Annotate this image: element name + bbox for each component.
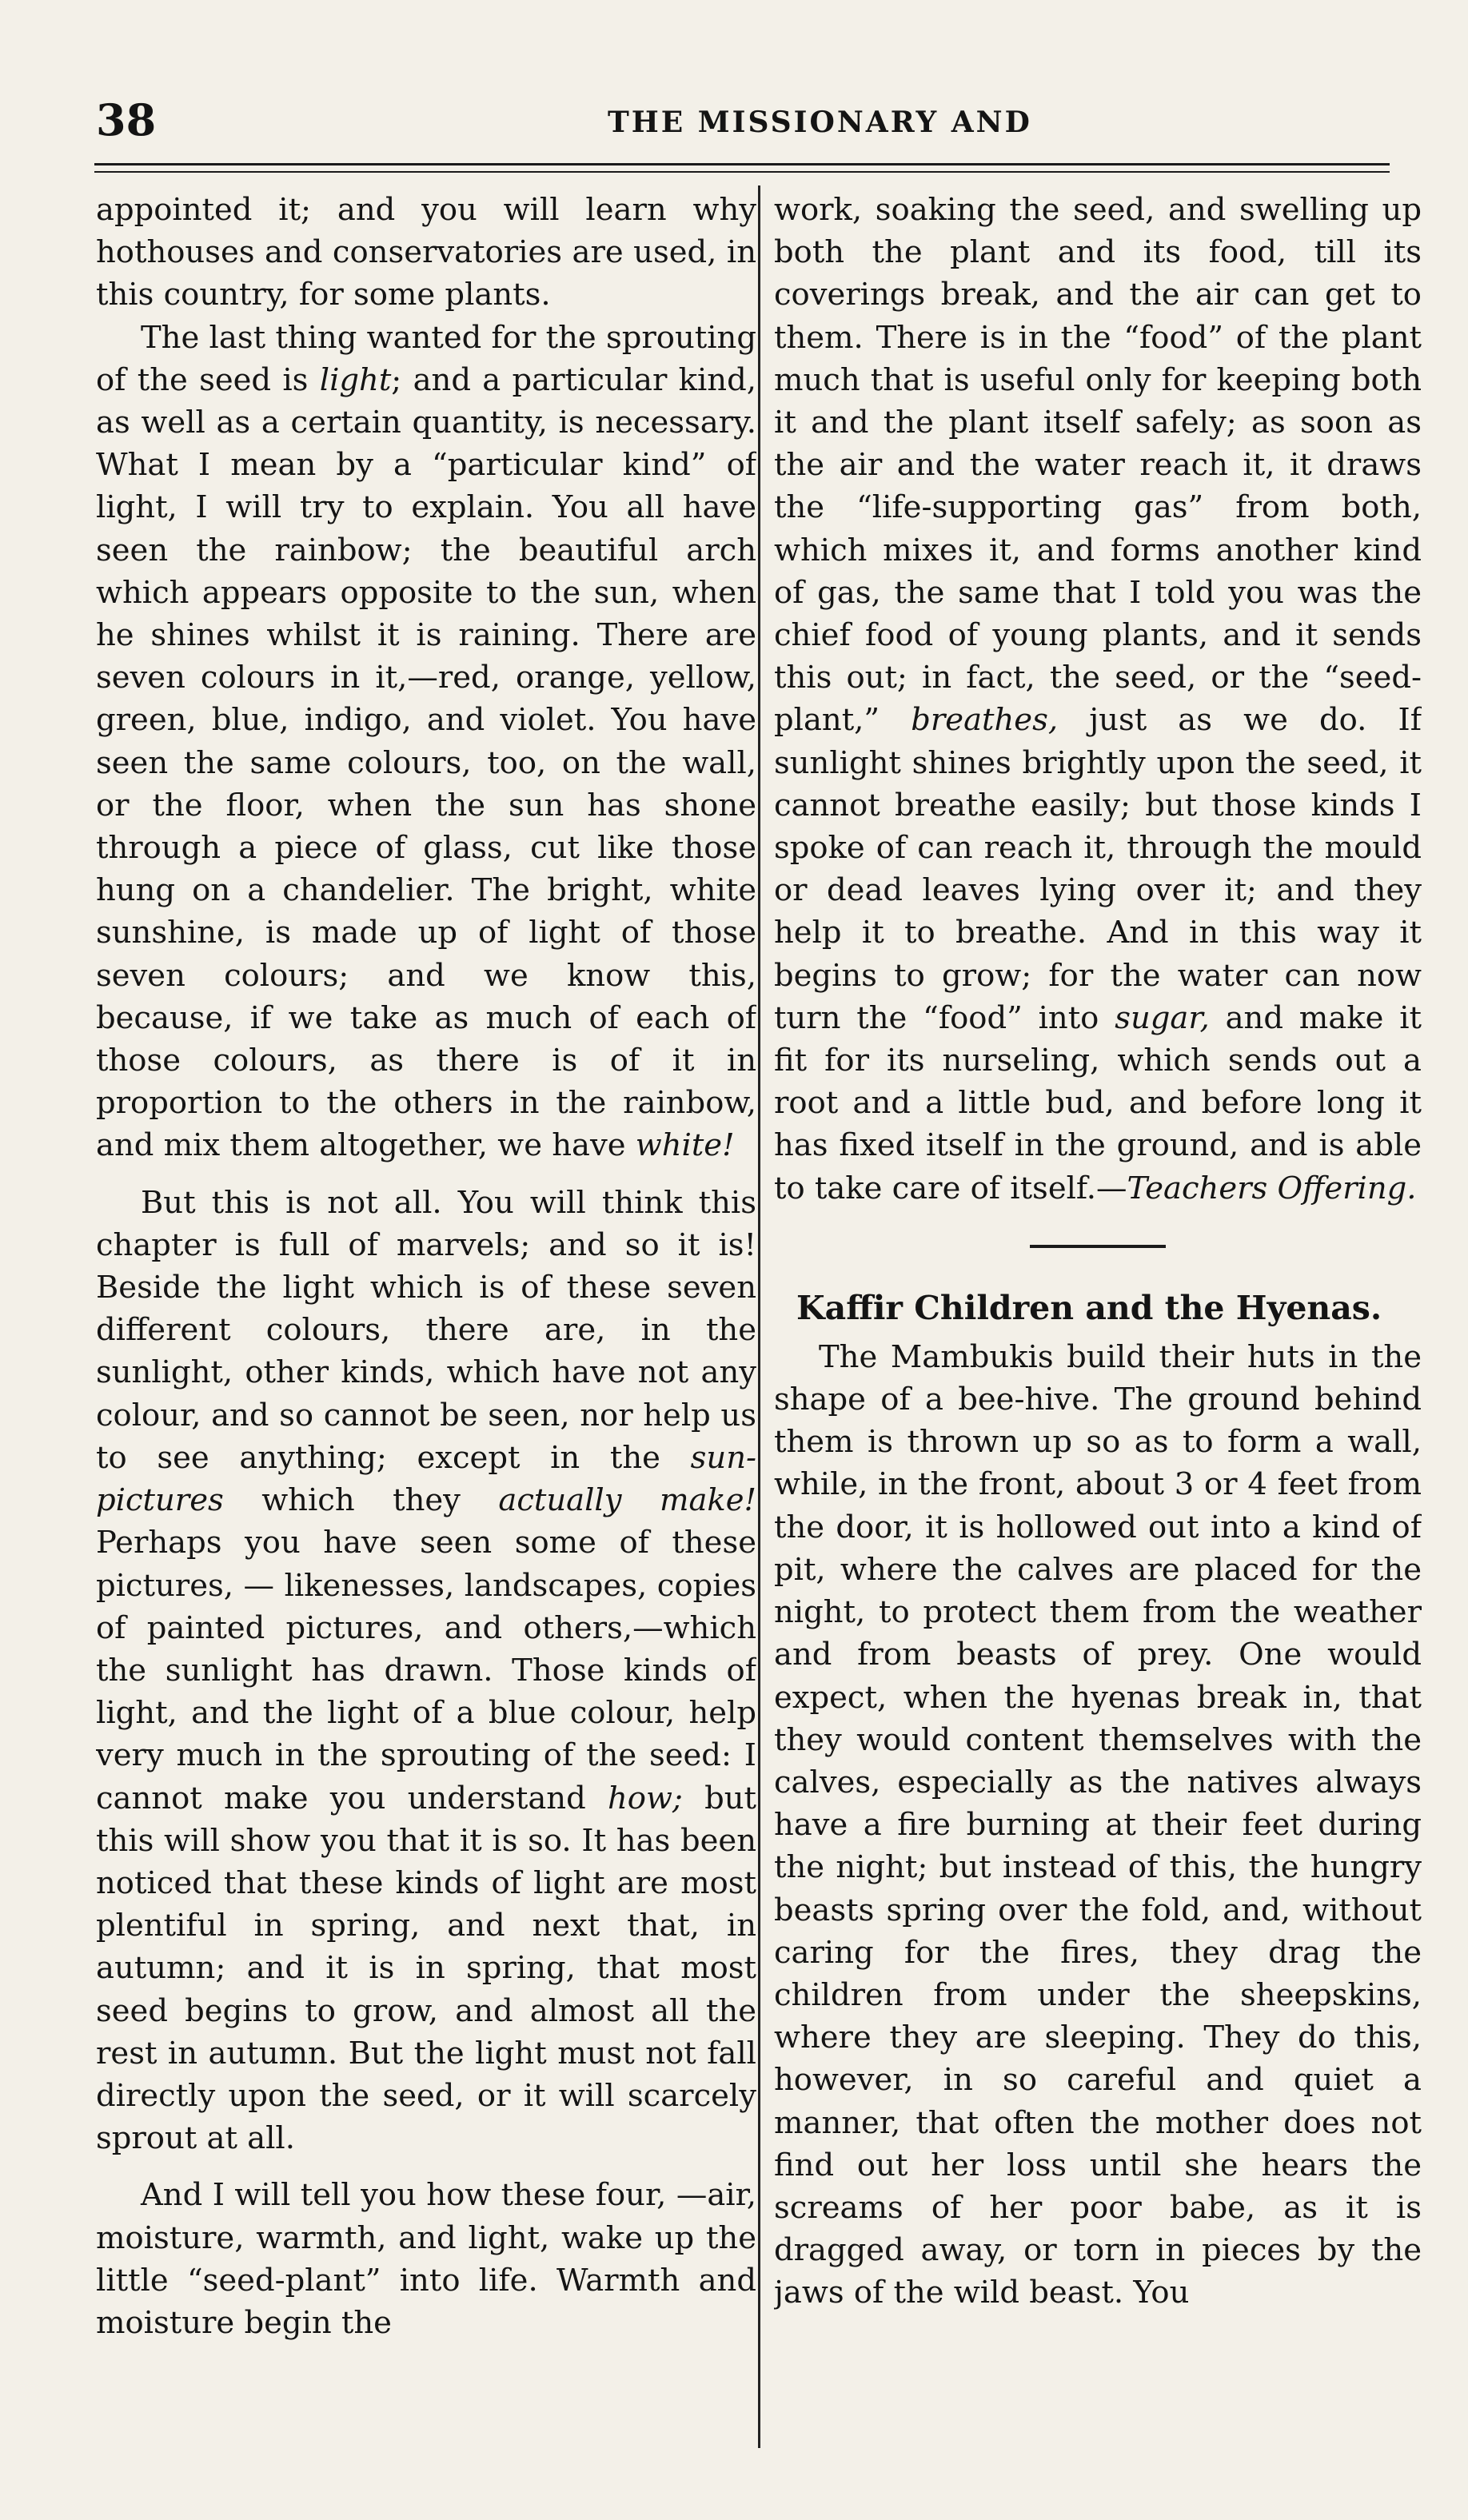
section-divider-ornament [1030, 1245, 1166, 1248]
left-column [96, 189, 756, 2451]
text-run: ; and a particular kind, as well as a certain quantity, is necessary. What I mean by a “particular kind” of light, I will try to explain. You all have seen the rainbow; the beautiful arch which appears opposite to the sun, when he shines whilst it is raining. There are seven colours in it,—red, orange, yellow, green, blue, indigo, and violet. You have seen the same colours, too, on the wall, or the floor, when the sun has shone through a piece of glass, cut like those hung on a chandelier. The bright, white sunshine, is made up of light of those seven colours; and we know this, because, if we take as much of each of those colours, as there is of it in proportion to the others in the rainbow, and mix them altogether, we have [96, 361, 756, 1164]
text-run: and make it fit for its nurseling, which sends out a root and a little bud, and before long it has fixed itself in the ground, and is able to take care of itself.— [774, 999, 1422, 1206]
left-paragraph-2 [96, 317, 756, 1167]
text-run: Perhaps you have seen some of these pictures, — likenesses, landscapes, copies of painted pictures, and others,—which the sunlight has drawn. Those kinds of light, and the light of a blue colour, help very much in the sprouting of the seed: I cannot make you understand [96, 1525, 756, 1816]
right-paragraph-1 [774, 189, 1422, 1210]
column-divider [758, 185, 760, 2448]
source-attribution: Teachers Offering. [1127, 1170, 1417, 1206]
emphasis-sugar: sugar, [1115, 999, 1210, 1036]
header-rule-top [94, 163, 1390, 165]
right-paragraph-2: The Mambukis build their huts in the shape of a bee-hive. The ground behind them is thrown up so as to form a wall, while, in the front, about 3 or 4 feet from the door, it is hollowed out into a kind of pit, where the calves are placed for the night, to protect them from the weather and from beasts of prey. One would expect, when the hyenas break in, that they would content themselves with the calves, especially as the natives always have a fire burning at their feet during the night; but instead of this, the hungry beasts spring over the fold, and, without caring for the fires, they drag the children from under the sheepskins, where they are sleeping. They do this, however, in so careful and quiet a manner, that often the mother does not find out her loss until she hears the screams of her poor babe, as it is dragged away, or torn in pieces by the jaws of the wild beast. You [774, 1338, 1422, 2311]
text-run: work, soaking the seed, and swelling up both the plant and its food, till its coverings break, and the air can get to them. There is in the “food” of the plant much that is useful only for keeping both it and the plant itself safely; as soon as the air and the water reach it, it draws the “life-supporting gas” from both, which mixes it, and forms another kind of gas, the same that I told you was the chief food of young plants, and it sends this out; in fact, the seed, or the “seed-plant,” [774, 192, 1422, 739]
emphasis-breathes: breathes, [911, 702, 1059, 739]
emphasis-actually-make: actually make! [498, 1482, 756, 1519]
text-run: but this will show you that it is so. It has been noticed that these kinds of light are most plentiful in spring, and next that, in autumn; and it is in spring, that most seed begins to grow, and almost all the rest in autumn. But the light must not fall directly upon the seed, or it will scarcely sprout at all. [96, 1780, 756, 2157]
page-number: 38 [96, 94, 157, 146]
text-run: which they [223, 1482, 499, 1519]
text-run: just as we do. If sunlight shines brightly upon the seed, it cannot breathe easily; but those kinds I spoke of can reach it, through the mould or dead leaves lying over it; and they help it to breathe. And in this way it begins to grow; for the water can now turn the “food” into [774, 702, 1422, 1036]
emphasis-white: white! [635, 1127, 735, 1164]
emphasis-how: how; [607, 1780, 683, 1816]
left-paragraph-3 [96, 1182, 756, 2160]
page-header [96, 94, 1391, 150]
text-run: The last thing wanted for the sprouting of the seed is [96, 319, 756, 398]
header-rule-bottom [94, 171, 1390, 173]
left-paragraph-1: appointed it; and you will learn why hothouses and conservatories are used, in this country, for some plants. [96, 192, 756, 313]
section-title: Kaffir Children and the Hyenas. [796, 1288, 1382, 1327]
emphasis-light: light [319, 361, 392, 398]
text-run: But this is not all. You will think this chapter is full of marvels; and so it is! Beside the light which is of these seven different colours, there are, in the sunlight, other kinds, which have not any colour, and so cannot be seen, nor help us to see anything; except in the [96, 1184, 756, 1476]
right-column [774, 189, 1422, 2451]
running-head: THE MISSIONARY AND [608, 106, 1032, 139]
left-paragraph-4: And I will tell you how these four, —air, moisture, warmth, and light, wake up the little “seed-plant” into life. Warmth and moisture begin the [96, 2177, 756, 2341]
emphasis-sun-pictures: sun-pictures [96, 1439, 756, 1519]
